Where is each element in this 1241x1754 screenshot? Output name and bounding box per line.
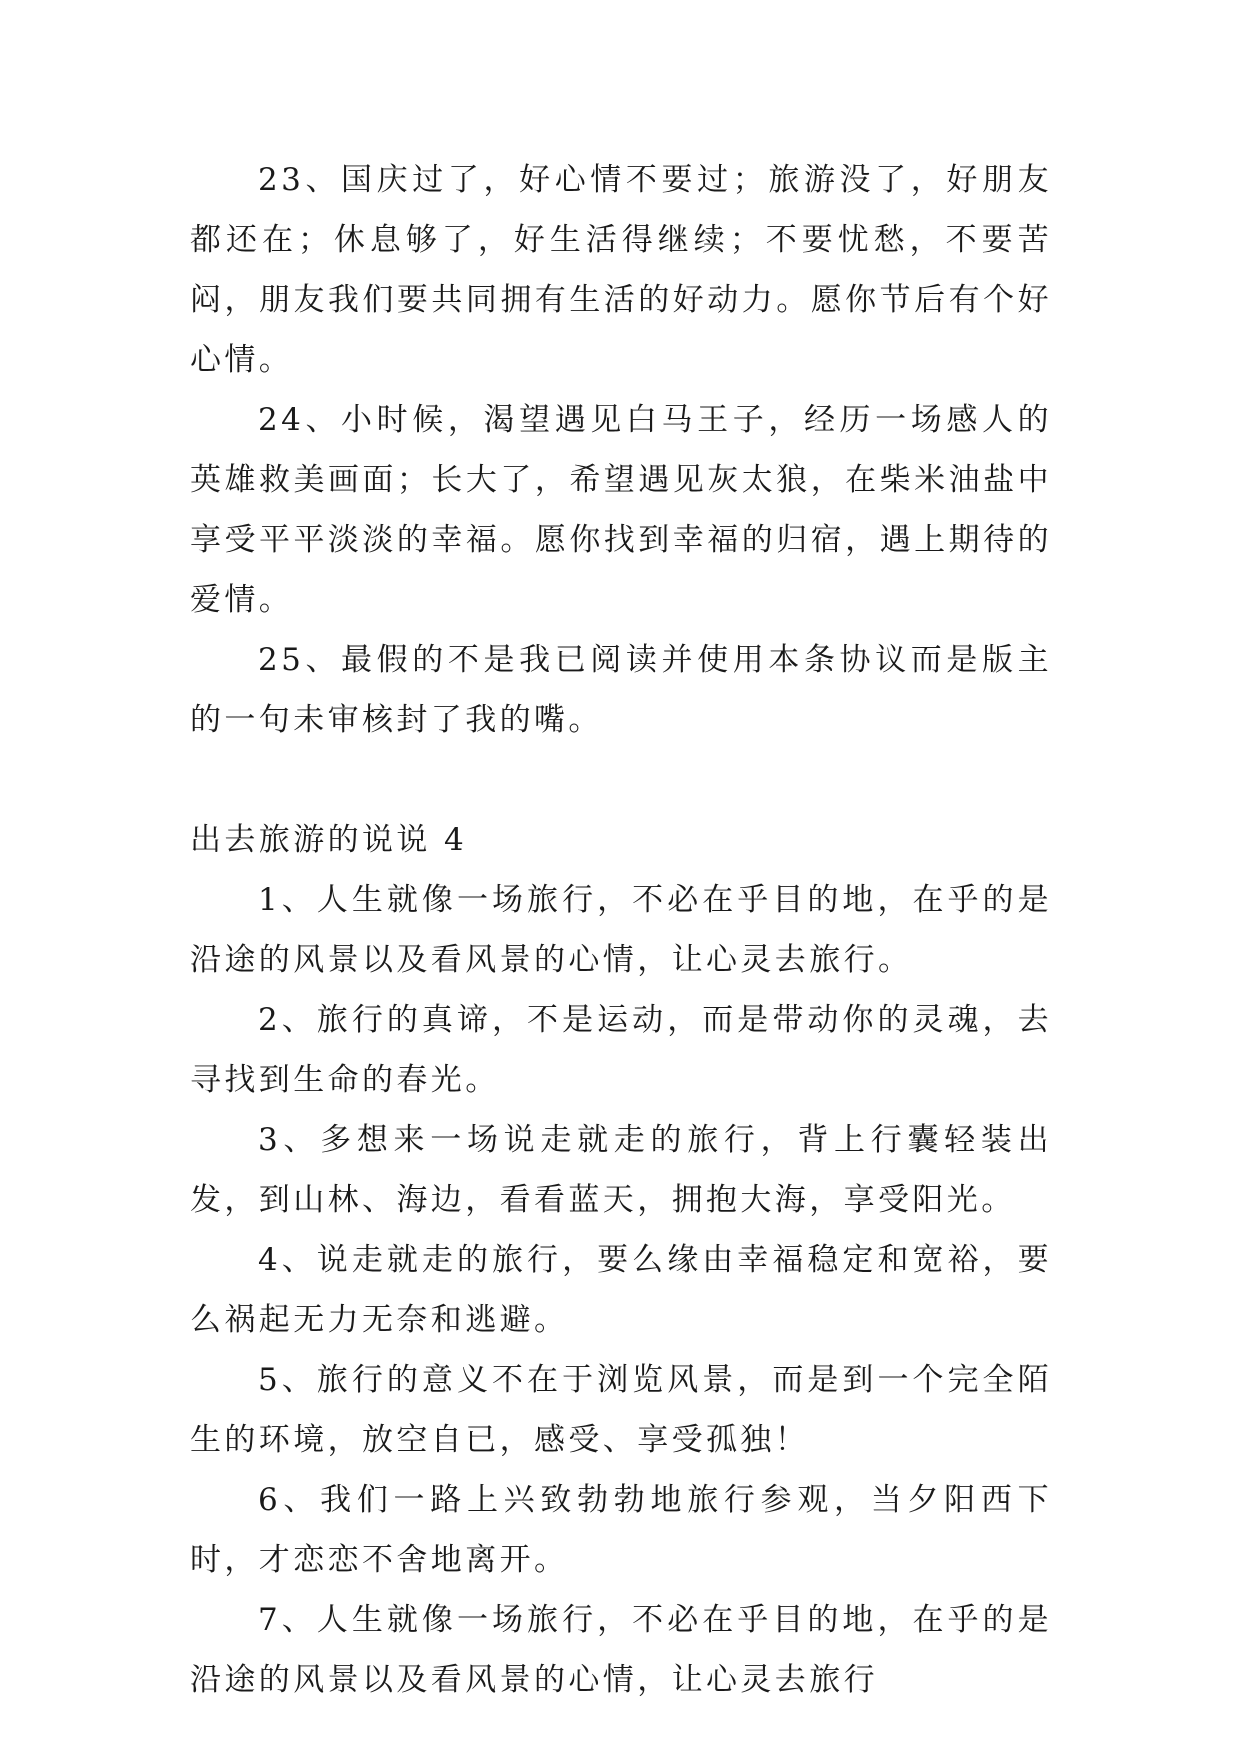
paragraph-6: 6、我们一路上兴致勃勃地旅行参观，当夕阳西下时，才恋恋不舍地离开。 xyxy=(190,1482,1052,1578)
paragraph-25: 25、最假的不是我已阅读并使用本条协议而是版主的一句未审核封了我的嘴。 xyxy=(190,642,1052,738)
paragraph-5: 5、旅行的意义不在于浏览风景，而是到一个完全陌生的环境，放空自已，感受、享受孤独！ xyxy=(190,1362,1052,1458)
paragraph-23: 23、国庆过了，好心情不要过；旅游没了，好朋友都还在；休息够了，好生活得继续；不要忧愁，不要苦闷，朋友我们要共同拥有生活的好动力。愿你节后有个好心情。 xyxy=(190,162,1052,378)
paragraph-3: 3、多想来一场说走就走的旅行，背上行囊轻装出发，到山林、海边，看看蓝天，拥抱大海，享受阳光。 xyxy=(190,1122,1052,1218)
paragraph-24: 24、小时候，渴望遇见白马王子，经历一场感人的英雄救美画面；长大了，希望遇见灰太狼，在柴米油盐中享受平平淡淡的幸福。愿你找到幸福的归宿，遇上期待的爱情。 xyxy=(190,402,1052,618)
paragraph-2: 2、旅行的真谛，不是运动，而是带动你的灵魂，去寻找到生命的春光。 xyxy=(190,1002,1052,1098)
section-title: 出去旅游的说说 4 xyxy=(190,822,468,858)
paragraph-1: 1、人生就像一场旅行，不必在乎目的地，在乎的是沿途的风景以及看风景的心情，让心灵去旅行。 xyxy=(190,882,1052,978)
paragraph-7: 7、人生就像一场旅行，不必在乎目的地，在乎的是沿途的风景以及看风景的心情，让心灵去旅行 xyxy=(190,1602,1052,1698)
document-content xyxy=(190,150,1052,1710)
paragraph-4: 4、说走就走的旅行，要么缘由幸福稳定和宽裕，要么祸起无力无奈和逃避。 xyxy=(190,1242,1052,1338)
section-spacer xyxy=(190,750,1052,810)
